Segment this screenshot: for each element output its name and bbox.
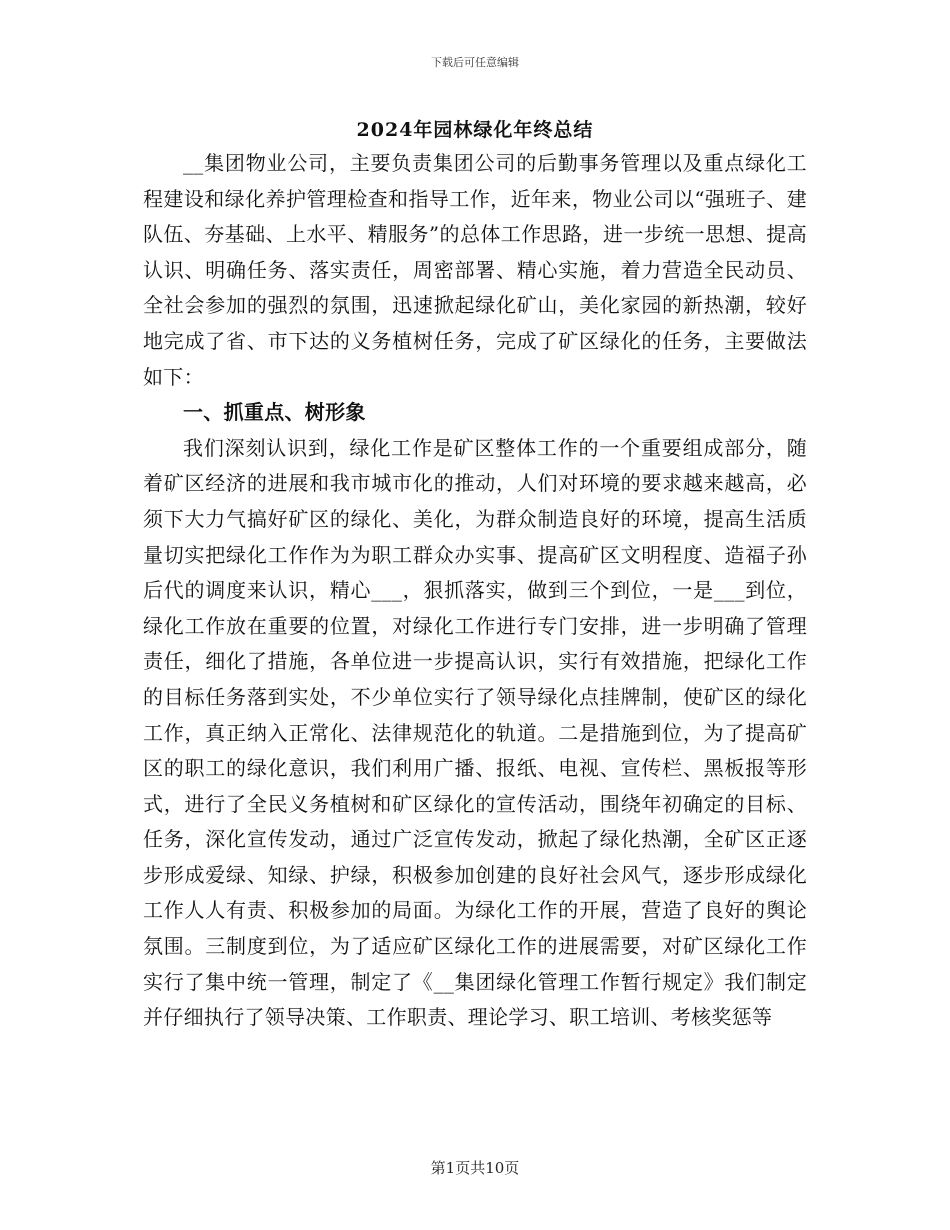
header-note: 下载后可任意编辑 [431, 56, 519, 69]
document-body [143, 146, 807, 1036]
page-footer: 第1页共10页 [430, 1159, 520, 1177]
intro-paragraph: __集团物业公司，主要负责集团公司的后勤事务管理以及重点绿化工程建设和绿化养护管理检查和指导工作，近年来，物业公司以“强班子、建队伍、夯基础、上水平、精服务”的总体工作思路，进一步统一思想、提高认识、明确任务、落实责任，周密部署、精心实施，着力营造全民动员、全社会参加的强烈的氛围，迅速掀起绿化矿山，美化家园的新热潮，较好地完成了省、市下达的义务植树任务，完成了矿区绿化的任务，主要做法如下： [143, 151, 807, 389]
section-paragraph: 我们深刻认识到，绿化工作是矿区整体工作的一个重要组成部分，随着矿区经济的进展和我市城市化的推动，人们对环境的要求越来越高，必须下大力气搞好矿区的绿化、美化，为群众制造良好的环境，提高生活质量切实把绿化工作作为为职工群众办实事、提高矿区文明程度、造福子孙后代的调度来认识，精心___，狠抓落实，做到三个到位，一是___到位，绿化工作放在重要的位置，对绿化工作进行专门安排，进一步明确了管理责任，细化了措施，各单位进一步提高认识，实行有效措施，把绿化工作的目标任务落到实处，不少单位实行了领导绿化点挂牌制，使矿区的绿化工作，真正纳入正常化、法律规范化的轨道。二是措施到位，为了提高矿区的职工的绿化意识，我们利用广播、报纸、电视、宣传栏、黑板报等形式，进行了全民义务植树和矿区绿化的宣传活动，围绕年初确定的目标、任务，深化宣传发动，通过广泛宣传发动，掀起了绿化热潮，全矿区正逐步形成爱绿、知绿、护绿，积极参加创建的良好社会风气，逐步形成绿化工作人人有责、积极参加的局面。为绿化工作的开展，营造了良好的舆论氛围。三制度到位，为了适应矿区绿化工作的进展需要，对矿区绿化工作实行了集中统一管理，制定了《__集团绿化管理工作暂行规定》我们制定并仔细执行了领导决策、工作职责、理论学习、职工培训、考核奖惩等 [143, 435, 807, 1030]
section-heading: 一、抓重点、树形象 [183, 400, 366, 425]
document-title: 2024年园林绿化年终总结 [356, 119, 594, 141]
